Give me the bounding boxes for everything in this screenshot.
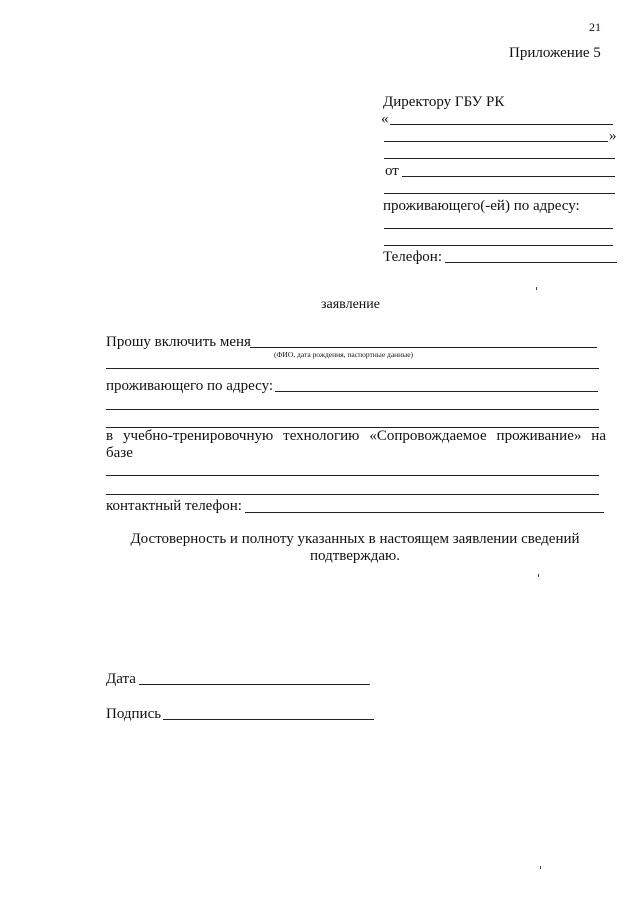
address-label: проживающего по адресу: (106, 378, 274, 394)
technology-line-1: в учебно-тренировочную технологию «Сопровождаемое проживание» на (106, 428, 606, 444)
page-number: 21 (589, 20, 601, 34)
address-field-2[interactable] (384, 245, 613, 246)
phone-label: Телефон: (383, 249, 442, 265)
date-field[interactable] (139, 684, 370, 685)
close-quote: » (609, 128, 617, 144)
organization-field-3[interactable] (384, 158, 615, 159)
base-field-2[interactable] (106, 494, 599, 495)
scan-mark (536, 287, 537, 290)
applicant-address-field[interactable] (275, 391, 598, 392)
appendix-label: Приложение 5 (509, 45, 601, 61)
contact-phone-field[interactable] (245, 512, 604, 513)
confirmation-line-1: Достоверность и полноту указанных в настоящем заявлении сведений (130, 531, 580, 547)
fio-field[interactable] (250, 347, 597, 348)
base-field[interactable] (106, 475, 599, 476)
organization-field-2[interactable] (384, 141, 608, 142)
organization-field[interactable] (390, 124, 613, 125)
fio-field-2[interactable] (106, 368, 599, 369)
address-field[interactable] (384, 228, 613, 229)
from-field[interactable] (402, 176, 615, 177)
date-label: Дата (106, 671, 136, 687)
signature-label: Подпись (106, 706, 162, 722)
from-field-2[interactable] (384, 193, 615, 194)
scan-mark (540, 866, 541, 869)
request-label: Прошу включить меня (106, 334, 251, 350)
technology-line-2: базе (106, 445, 133, 461)
signature-field[interactable] (163, 719, 374, 720)
residing-label: проживающего(-ей) по адресу: (383, 198, 580, 214)
phone-field[interactable] (445, 262, 617, 263)
addressee-title: Директору ГБУ РК (383, 94, 505, 110)
fio-hint: (ФИО, дата рождения, паспортные данные) (274, 350, 414, 359)
confirmation-line-2: подтверждаю. (309, 548, 401, 564)
scan-mark (538, 574, 539, 577)
document-title: заявление (321, 297, 381, 312)
applicant-address-field-2[interactable] (106, 409, 599, 410)
contact-phone-label: контактный телефон: (106, 498, 242, 514)
open-quote: « (381, 111, 389, 127)
from-label: от (385, 163, 399, 179)
